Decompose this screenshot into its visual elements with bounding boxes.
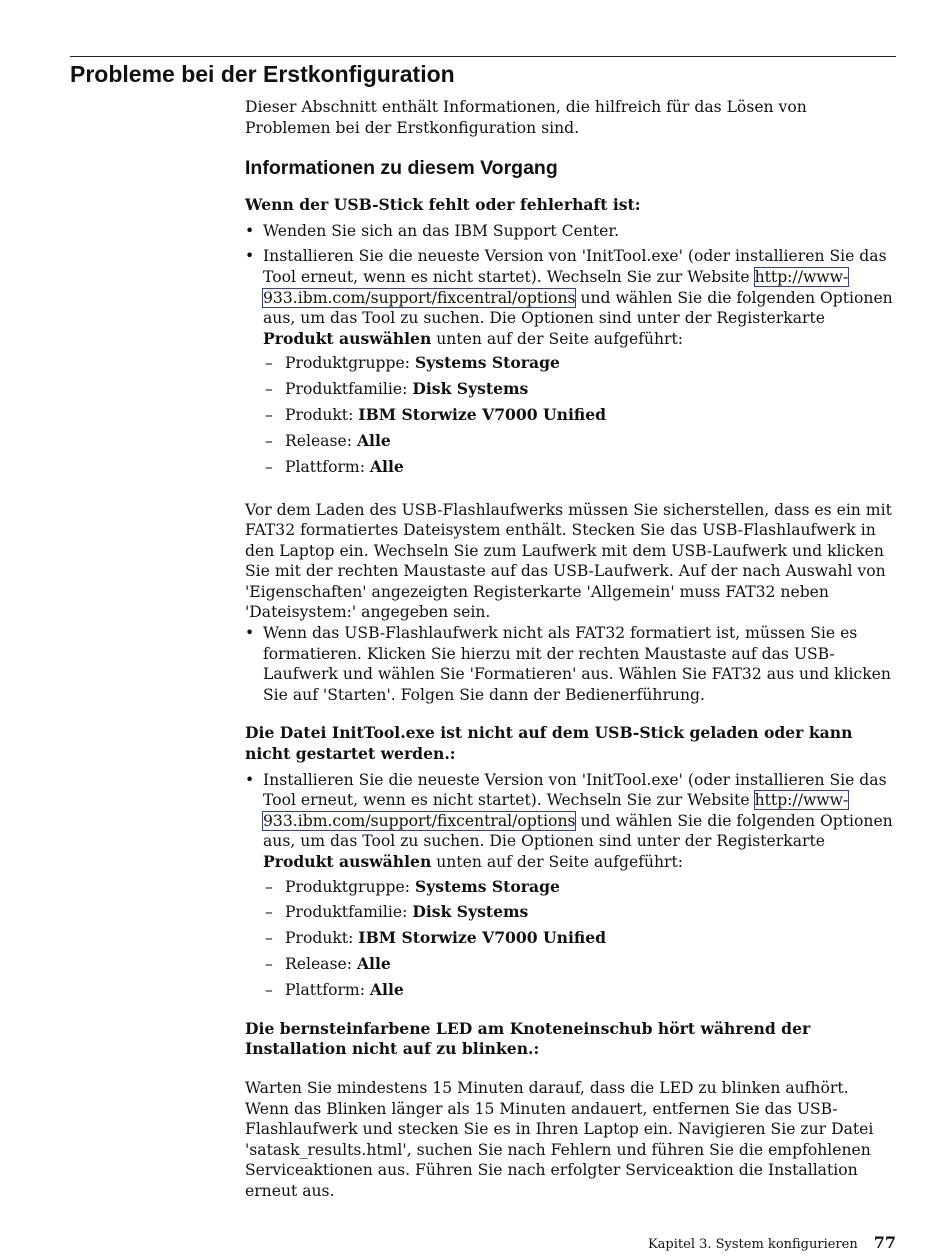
option-item: – Plattform: Alle bbox=[263, 980, 895, 1001]
header-rule bbox=[70, 56, 896, 57]
chapter-title: Kapitel 3. System konfigurieren bbox=[647, 1237, 858, 1252]
usb-missing-list bbox=[245, 221, 895, 478]
page-heading: Probleme bei der Erstkonfiguration bbox=[70, 61, 455, 87]
options-list bbox=[263, 877, 895, 1001]
fixcentral-link[interactable]: http://www-933.ibm.com/support/fixcentral/options bbox=[263, 791, 849, 830]
option-item: – Produktgruppe: Systems Storage bbox=[263, 877, 895, 898]
option-item: – Produktfamilie: Disk Systems bbox=[263, 902, 895, 923]
usb-missing-title: Wenn der USB-Stick fehlt oder fehlerhaft ist: bbox=[245, 195, 641, 215]
options-list bbox=[263, 353, 895, 477]
inittool-list bbox=[245, 770, 895, 1001]
option-item: – Release: Alle bbox=[263, 431, 895, 452]
intro-paragraph: Dieser Abschnitt enthält Informationen, die hilfreich für das Lösen von Problemen bei der Erstkonfiguration sind. bbox=[245, 98, 807, 137]
fat32-list bbox=[245, 623, 895, 705]
page-number: 77 bbox=[873, 1233, 896, 1252]
inittool-title: Die Datei InitTool.exe ist nicht auf dem USB-Stick geladen oder kann nicht gestartet werden.: bbox=[245, 723, 853, 764]
option-item: – Release: Alle bbox=[263, 954, 895, 975]
option-item: – Produkt: IBM Storwize V7000 Unified bbox=[263, 928, 895, 949]
option-item: – Produkt: IBM Storwize V7000 Unified bbox=[263, 405, 895, 426]
list-item: • Wenn das USB-Flashlaufwerk nicht als FAT32 formatiert ist, müssen Sie es formatieren. Klicken Sie hierzu mit der rechten Maustaste auf das USB-Laufwerk und wählen Sie 'Formatieren' aus. Wählen Sie FAT32 aus und klicken Sie auf 'Starten'. Folgen Sie dann der Bedienerführung. bbox=[245, 623, 895, 705]
list-item: • Wenden Sie sich an das IBM Support Center. bbox=[245, 221, 895, 242]
led-paragraph: Warten Sie mindestens 15 Minuten darauf, dass die LED zu blinken aufhört. Wenn das Blinken länger als 15 Minuten andauert, entfernen Sie das USB-Flashlaufwerk und stecken Sie es in Ihren Laptop ein. Navigieren Sie zur Datei 'satask_results.html', suchen Sie nach Fehlern und führen Sie die empfohlenen Serviceaktionen aus. Führen Sie nach erfolgter Serviceaktion die Installation erneut aus. bbox=[245, 1078, 874, 1200]
main-content bbox=[245, 97, 895, 1202]
section-title: Informationen zu diesem Vorgang bbox=[245, 157, 558, 180]
fixcentral-link[interactable]: http://www-933.ibm.com/support/fixcentral/options bbox=[263, 267, 849, 307]
list-item: • Installieren Sie die neueste Version von 'InitTool.exe' (oder installieren Sie das Tool erneut, wenn es nicht startet). Wechseln Sie zur Website http://www-933.ibm.com/support/fixcentral/options und wählen Sie die folgenden Optionen aus, um das Tool zu suchen. Die Optionen sind unter der Registerkarte Produkt auswählen unten auf der Seite aufgeführt: – Produktgruppe: Systems Storage – Produktfamilie: Disk Systems – Produkt: IBM Storwize V7000 Unified – Release: Alle – Plattform: Alle bbox=[245, 770, 895, 1001]
option-item: – Produktfamilie: Disk Systems bbox=[263, 379, 895, 400]
fat32-paragraph: Vor dem Laden des USB-Flashlaufwerks müssen Sie sicherstellen, dass es ein mit FAT32 formatiertes Dateisystem enthält. Stecken Sie das USB-Flashlaufwerk in den Laptop ein. Wechseln Sie zum Laufwerk mit dem USB-Laufwerk und klicken Sie mit der rechten Maustaste auf das USB-Laufwerk. Auf der nach Auswahl von 'Eigenschaften' angezeigten Registerkarte 'Allgemein' muss FAT32 neben 'Dateisystem:' angegeben sein. bbox=[245, 500, 892, 622]
option-item: – Produktgruppe: Systems Storage bbox=[263, 353, 895, 374]
page-footer bbox=[648, 1233, 896, 1255]
led-title: Die bernsteinfarbene LED am Knoteneinschub hört während der Installation nicht auf zu blinken.: bbox=[245, 1018, 811, 1059]
list-item: • Installieren Sie die neueste Version von 'InitTool.exe' (oder installieren Sie das Tool erneut, wenn es nicht startet). Wechseln Sie zur Website http://www-933.ibm.com/support/fixcentral/options und wählen Sie die folgenden Optionen aus, um das Tool zu suchen. Die Optionen sind unter der Registerkarte Produkt auswählen unten auf der Seite aufgeführt: – Produktgruppe: Systems Storage – Produktfamilie: Disk Systems – Produkt: IBM Storwize V7000 Unified – Release: Alle – Plattform: Alle bbox=[245, 246, 895, 477]
option-item: – Plattform: Alle bbox=[263, 457, 895, 478]
